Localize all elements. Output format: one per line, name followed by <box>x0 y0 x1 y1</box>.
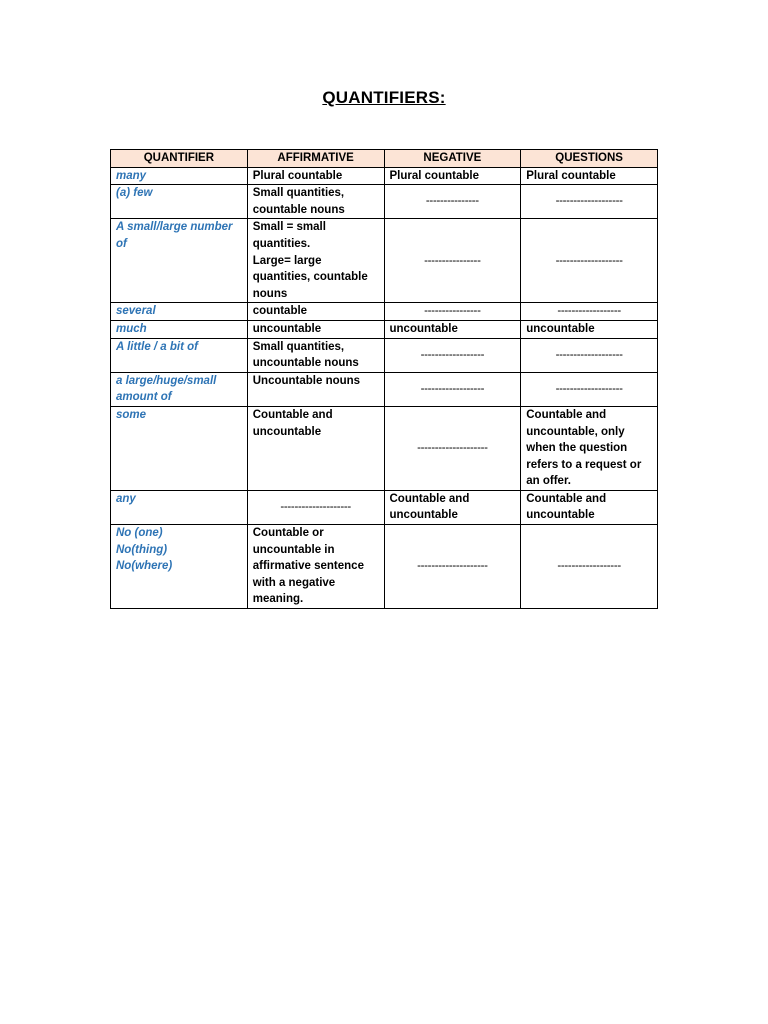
header-questions: QUESTIONS <box>521 150 658 168</box>
cell-quantifier: any <box>111 490 248 524</box>
cell-questions: Countable and uncountable <box>521 490 658 524</box>
table-row <box>111 303 658 321</box>
cell-quantifier: much <box>111 320 248 338</box>
cell-negative: ------------------ <box>384 338 521 372</box>
table-row <box>111 372 658 406</box>
cell-negative: ---------------- <box>384 303 521 321</box>
header-quantifier: QUANTIFIER <box>111 150 248 168</box>
cell-negative: Plural countable <box>384 167 521 185</box>
cell-questions: ------------------- <box>521 185 658 219</box>
cell-quantifier: No (one) No(thing) No(where) <box>111 525 248 609</box>
cell-affirmative: Small quantities, uncountable nouns <box>247 338 384 372</box>
cell-questions: Plural countable <box>521 167 658 185</box>
cell-affirmative: Countable and uncountable <box>247 406 384 490</box>
cell-questions: Countable and uncountable, only when the question refers to a request or an offer. <box>521 406 658 490</box>
cell-questions: uncountable <box>521 320 658 338</box>
cell-affirmative: uncountable <box>247 320 384 338</box>
table-row <box>111 167 658 185</box>
cell-questions: ------------------- <box>521 219 658 303</box>
cell-affirmative: Countable or uncountable in affirmative sentence with a negative meaning. <box>247 525 384 609</box>
cell-negative: ------------------ <box>384 372 521 406</box>
table-row <box>111 219 658 303</box>
cell-questions: ------------------ <box>521 525 658 609</box>
cell-questions: ------------------ <box>521 303 658 321</box>
cell-questions: ------------------- <box>521 338 658 372</box>
table-row <box>111 338 658 372</box>
cell-quantifier: a large/huge/small amount of <box>111 372 248 406</box>
table-row <box>111 406 658 490</box>
cell-quantifier: several <box>111 303 248 321</box>
cell-quantifier: A little / a bit of <box>111 338 248 372</box>
table-row <box>111 490 658 524</box>
cell-affirmative: countable <box>247 303 384 321</box>
cell-affirmative: -------------------- <box>247 490 384 524</box>
table-row <box>111 525 658 609</box>
header-negative: NEGATIVE <box>384 150 521 168</box>
table-row <box>111 320 658 338</box>
header-affirmative: AFFIRMATIVE <box>247 150 384 168</box>
cell-quantifier: A small/large number of <box>111 219 248 303</box>
cell-affirmative: Small = small quantities. Large= large quantities, countable nouns <box>247 219 384 303</box>
cell-affirmative: Small quantities, countable nouns <box>247 185 384 219</box>
cell-affirmative: Plural countable <box>247 167 384 185</box>
cell-negative: --------------- <box>384 185 521 219</box>
table-header-row <box>111 150 658 168</box>
cell-negative: uncountable <box>384 320 521 338</box>
cell-quantifier: (a) few <box>111 185 248 219</box>
cell-negative: -------------------- <box>384 525 521 609</box>
cell-affirmative: Uncountable nouns <box>247 372 384 406</box>
table-row <box>111 185 658 219</box>
cell-negative: ---------------- <box>384 219 521 303</box>
page-title: QUANTIFIERS: <box>322 88 446 107</box>
quantifiers-table <box>110 149 658 609</box>
cell-negative: Countable and uncountable <box>384 490 521 524</box>
cell-quantifier: many <box>111 167 248 185</box>
cell-quantifier: some <box>111 406 248 490</box>
cell-questions: ------------------- <box>521 372 658 406</box>
cell-negative: -------------------- <box>384 406 521 490</box>
